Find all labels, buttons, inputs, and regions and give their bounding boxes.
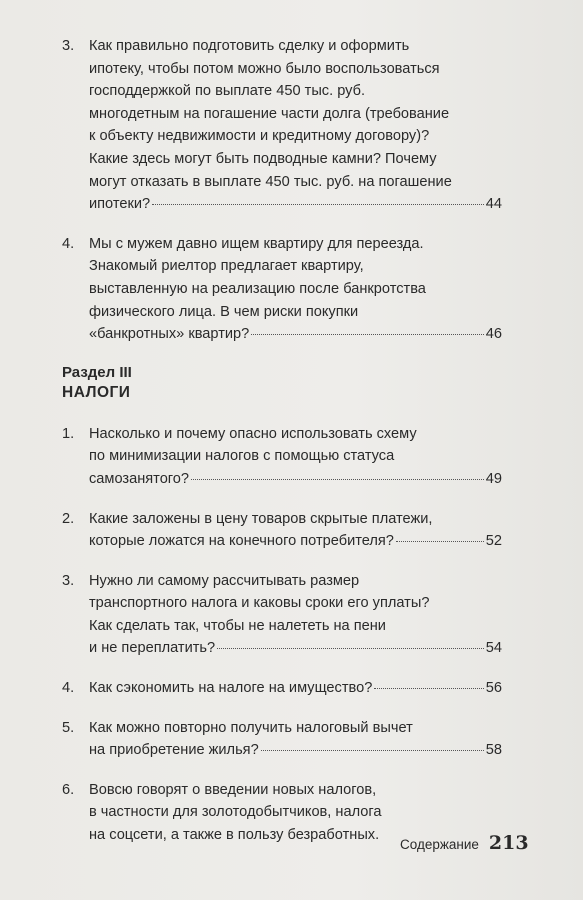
- entry-number: 4.: [62, 680, 75, 697]
- entry-last-line: [89, 677, 502, 700]
- toc-entry: [62, 508, 502, 553]
- entry-text-line: по минимизации налогов с помощью статуса: [89, 448, 395, 465]
- table-of-contents: [62, 35, 502, 864]
- toc-entries-section: [62, 423, 502, 847]
- section-label: Раздел III: [62, 363, 132, 381]
- entry-number: 5.: [62, 719, 75, 736]
- toc-entry: [62, 677, 502, 700]
- entry-page-number: 46: [485, 326, 502, 343]
- toc-entry: [62, 35, 502, 216]
- entry-text-line: на приобретение жилья?: [89, 742, 259, 759]
- section-heading: [62, 363, 502, 403]
- entry-text-line: Нужно ли самому рассчитывать размер: [89, 572, 360, 589]
- toc-entry: [62, 233, 502, 346]
- entry-last-line: [89, 739, 502, 762]
- entry-text-line: выставленную на реализацию после банкротства: [89, 280, 426, 297]
- entry-page-number: 49: [485, 470, 502, 487]
- entry-text-line: Какие заложены в цену товаров скрытые платежи,: [89, 510, 433, 527]
- page-footer: [400, 832, 560, 856]
- entry-last-line: [89, 193, 502, 216]
- entry-last-line: [89, 637, 502, 660]
- dot-leader: [152, 204, 484, 205]
- dot-leader: [374, 688, 483, 689]
- entry-text-line: Как можно повторно получить налоговый вычет: [89, 719, 413, 736]
- entry-page-number: 44: [485, 196, 502, 213]
- section-title: НАЛОГИ: [62, 383, 131, 401]
- entry-text-line: Насколько и почему опасно использовать схему: [89, 425, 417, 442]
- entry-text-line: которые ложатся на конечного потребителя?: [89, 533, 394, 550]
- entry-text-line: Какие здесь могут быть подводные камни? Почему: [89, 150, 437, 167]
- entry-page-number: 54: [485, 640, 502, 657]
- entry-page-number: 58: [485, 742, 502, 759]
- entry-text-line: ипотеку, чтобы потом можно было воспользоваться: [89, 60, 440, 77]
- page-number: 213: [488, 832, 529, 854]
- toc-entry: [62, 423, 502, 491]
- entry-text-line: транспортного налога и каковы сроки его уплаты?: [89, 595, 430, 612]
- entry-number: 3.: [62, 572, 75, 589]
- entry-text-line: самозанятого?: [89, 470, 190, 487]
- dot-leader: [217, 648, 484, 649]
- entry-last-line: [89, 468, 502, 491]
- entry-text-line: Как сэкономить на налоге на имущество?: [89, 680, 373, 697]
- entry-text-line: Знакомый риелтор предлагает квартиру,: [89, 258, 364, 275]
- toc-entry: [62, 570, 502, 660]
- entry-text-line: физического лица. В чем риски покупки: [89, 303, 359, 320]
- entry-last-line: [89, 323, 502, 346]
- entry-text-line: к объекту недвижимости и кредитному договору)?: [89, 128, 430, 145]
- entry-text-line: Мы с мужем давно ищем квартиру для переезда.: [89, 235, 424, 252]
- entry-text-line: господдержкой по выплате 450 тыс. руб.: [89, 83, 366, 100]
- entry-page-number: 52: [485, 533, 502, 550]
- entry-last-line: [89, 530, 502, 553]
- entry-text-line: Как правильно подготовить сделку и оформить: [89, 38, 410, 54]
- entry-text-line: в частности для золотодобытчиков, налога: [89, 804, 382, 821]
- entry-number: 2.: [62, 510, 75, 527]
- entry-number: 1.: [62, 425, 75, 442]
- entry-text-line: «банкротных» квартир?: [89, 326, 250, 343]
- dot-leader: [396, 541, 484, 542]
- entry-page-number: 56: [485, 680, 502, 697]
- entry-text-line: Вовсю говорят о введении новых налогов,: [89, 781, 377, 798]
- toc-entries-top: [62, 35, 502, 346]
- dot-leader: [191, 479, 484, 480]
- entry-text-line: ипотеки?: [89, 196, 151, 213]
- running-footer-label: Содержание: [400, 837, 479, 852]
- entry-text-line: многодетным на погашение части долга (требование: [89, 105, 450, 122]
- entry-number: 6.: [62, 781, 75, 798]
- entry-number: 3.: [62, 38, 75, 54]
- entry-text-line: могут отказать в выплате 450 тыс. руб. на погашение: [89, 173, 452, 190]
- dot-leader: [251, 334, 483, 335]
- entry-text-line: Как сделать так, чтобы не налететь на пени: [89, 617, 386, 634]
- entry-number: 4.: [62, 235, 75, 252]
- entry-text-line: на соцсети, а также в пользу безработных.: [89, 827, 380, 844]
- dot-leader: [261, 750, 484, 751]
- entry-text-line: и не переплатить?: [89, 640, 216, 657]
- toc-entry: [62, 717, 502, 762]
